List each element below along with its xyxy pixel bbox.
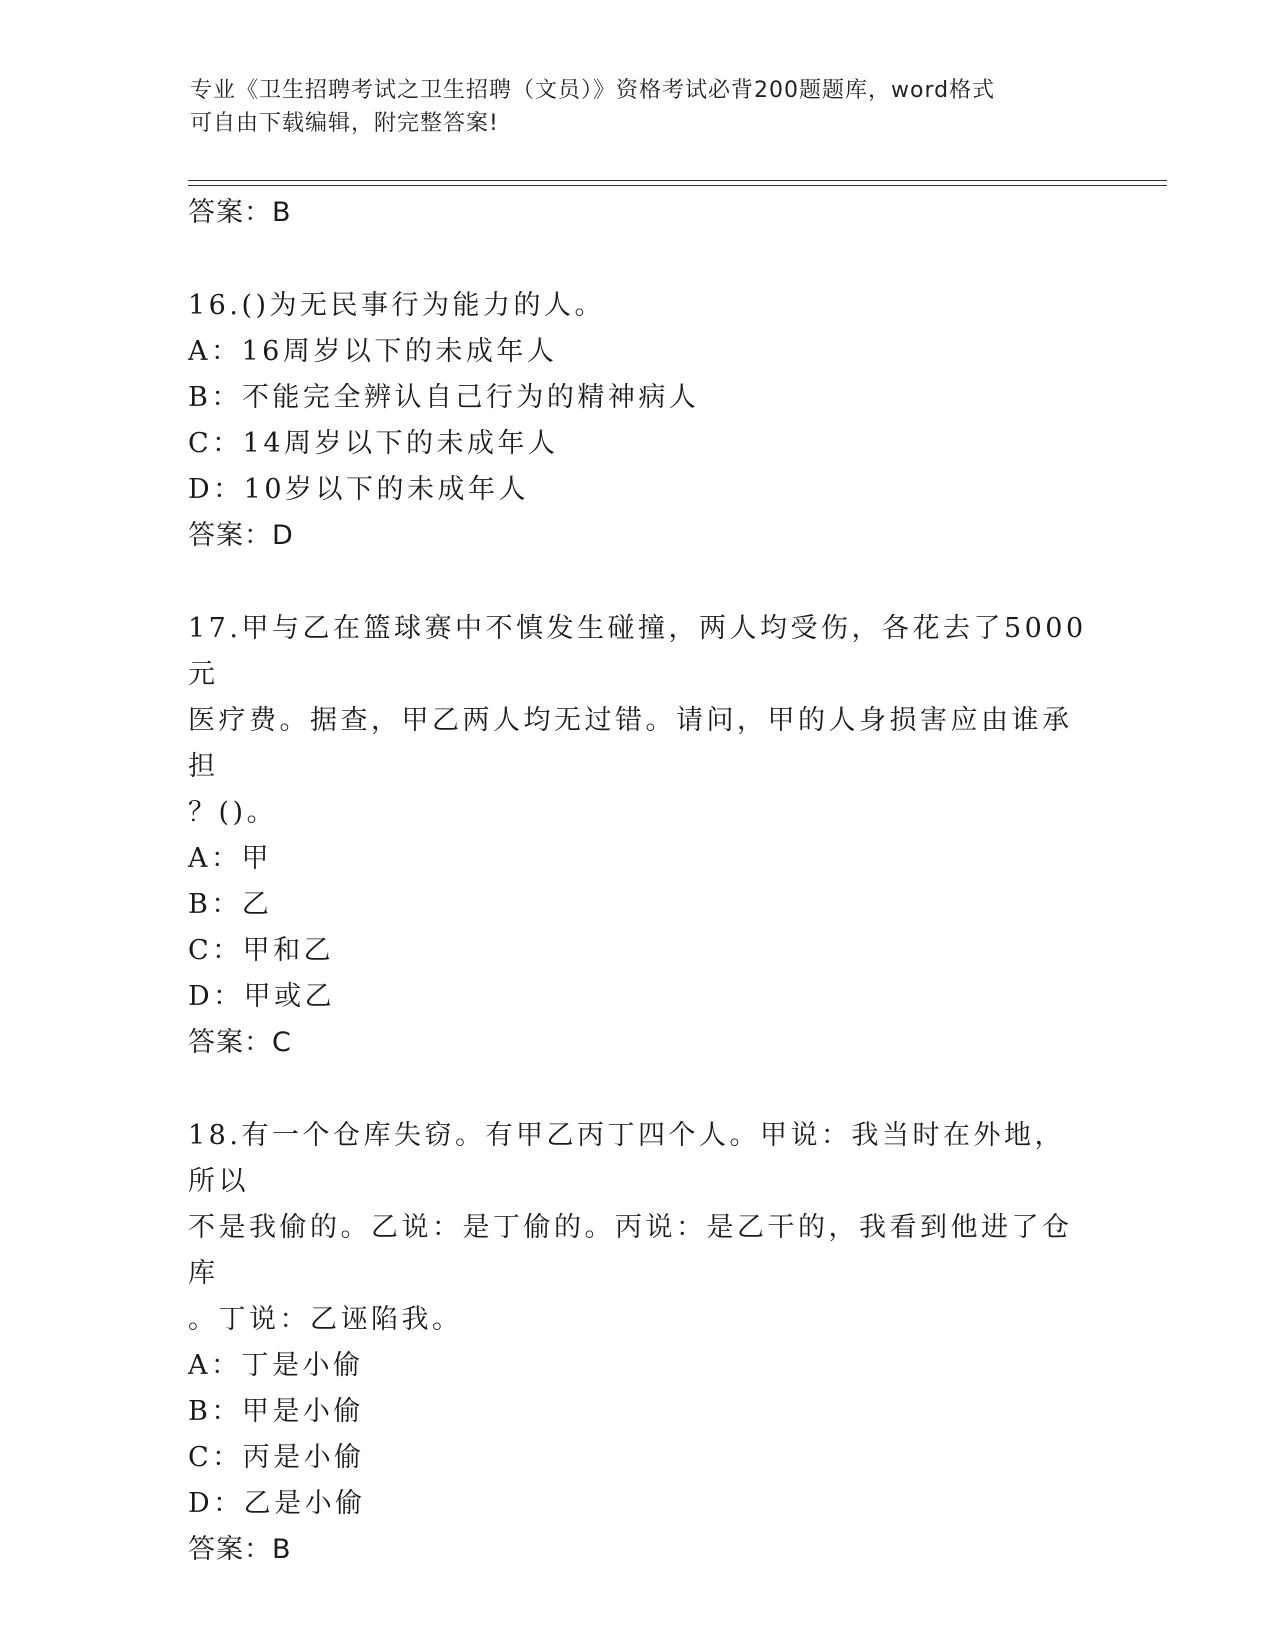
stem-line: 17.甲与乙在篮球赛中不慎发生碰撞，两人均受伤，各花去了5000元 — [188, 613, 1087, 690]
spacer — [188, 559, 1088, 606]
question-stem — [188, 283, 1088, 329]
option-c: C：甲和乙 — [188, 935, 335, 966]
header-divider-top — [188, 180, 1167, 181]
stem-line: 。丁说：乙诬陷我。 — [188, 1304, 463, 1335]
stem-line: ？()。 — [188, 797, 278, 828]
option-d: D：乙是小偷 — [188, 1488, 366, 1519]
option-a: A：丁是小偷 — [188, 1350, 364, 1381]
stem-line: 16.()为无民事行为能力的人。 — [188, 290, 606, 321]
header-divider-bottom — [188, 185, 1167, 186]
option-b: B：甲是小偷 — [188, 1396, 364, 1427]
option-a: A：甲 — [188, 843, 272, 874]
option-b: B：不能完全辨认自己行为的精神病人 — [188, 382, 700, 413]
option-d: D：10岁以下的未成年人 — [188, 474, 530, 505]
question-answer: 答案：D — [188, 520, 294, 551]
question-16 — [188, 283, 1088, 559]
option-c: C：14周岁以下的未成年人 — [188, 428, 559, 459]
stem-line: 不是我偷的。乙说：是丁偷的。丙说：是乙干的，我看到他进了仓库 — [188, 1212, 1073, 1289]
option-a: A：16周岁以下的未成年人 — [188, 336, 558, 367]
stem-line: 医疗费。据查，甲乙两人均无过错。请问，甲的人身损害应由谁承担 — [188, 705, 1073, 782]
option-d: D：甲或乙 — [188, 981, 336, 1012]
question-17 — [188, 606, 1088, 1066]
document-body — [188, 190, 1088, 1573]
question-stem — [188, 606, 1088, 836]
document-header — [190, 74, 1090, 140]
header-title-line-1: 专业《卫生招聘考试之卫生招聘（文员）》资格考试必背200题题库，word格式 — [190, 78, 996, 103]
option-c: C：丙是小偷 — [188, 1442, 365, 1473]
spacer — [188, 236, 1088, 283]
question-answer: 答案：B — [188, 1534, 292, 1565]
question-stem — [188, 1113, 1088, 1343]
question-18 — [188, 1113, 1088, 1573]
spacer — [188, 1066, 1088, 1113]
header-title-line-2: 可自由下载编辑，附完整答案! — [190, 111, 499, 136]
option-b: B：乙 — [188, 889, 273, 920]
stem-line: 18.有一个仓库失窃。有甲乙丙丁四个人。甲说：我当时在外地，所以 — [188, 1120, 1065, 1197]
question-answer: 答案：C — [188, 1027, 292, 1058]
previous-answer: 答案：B — [188, 197, 292, 228]
